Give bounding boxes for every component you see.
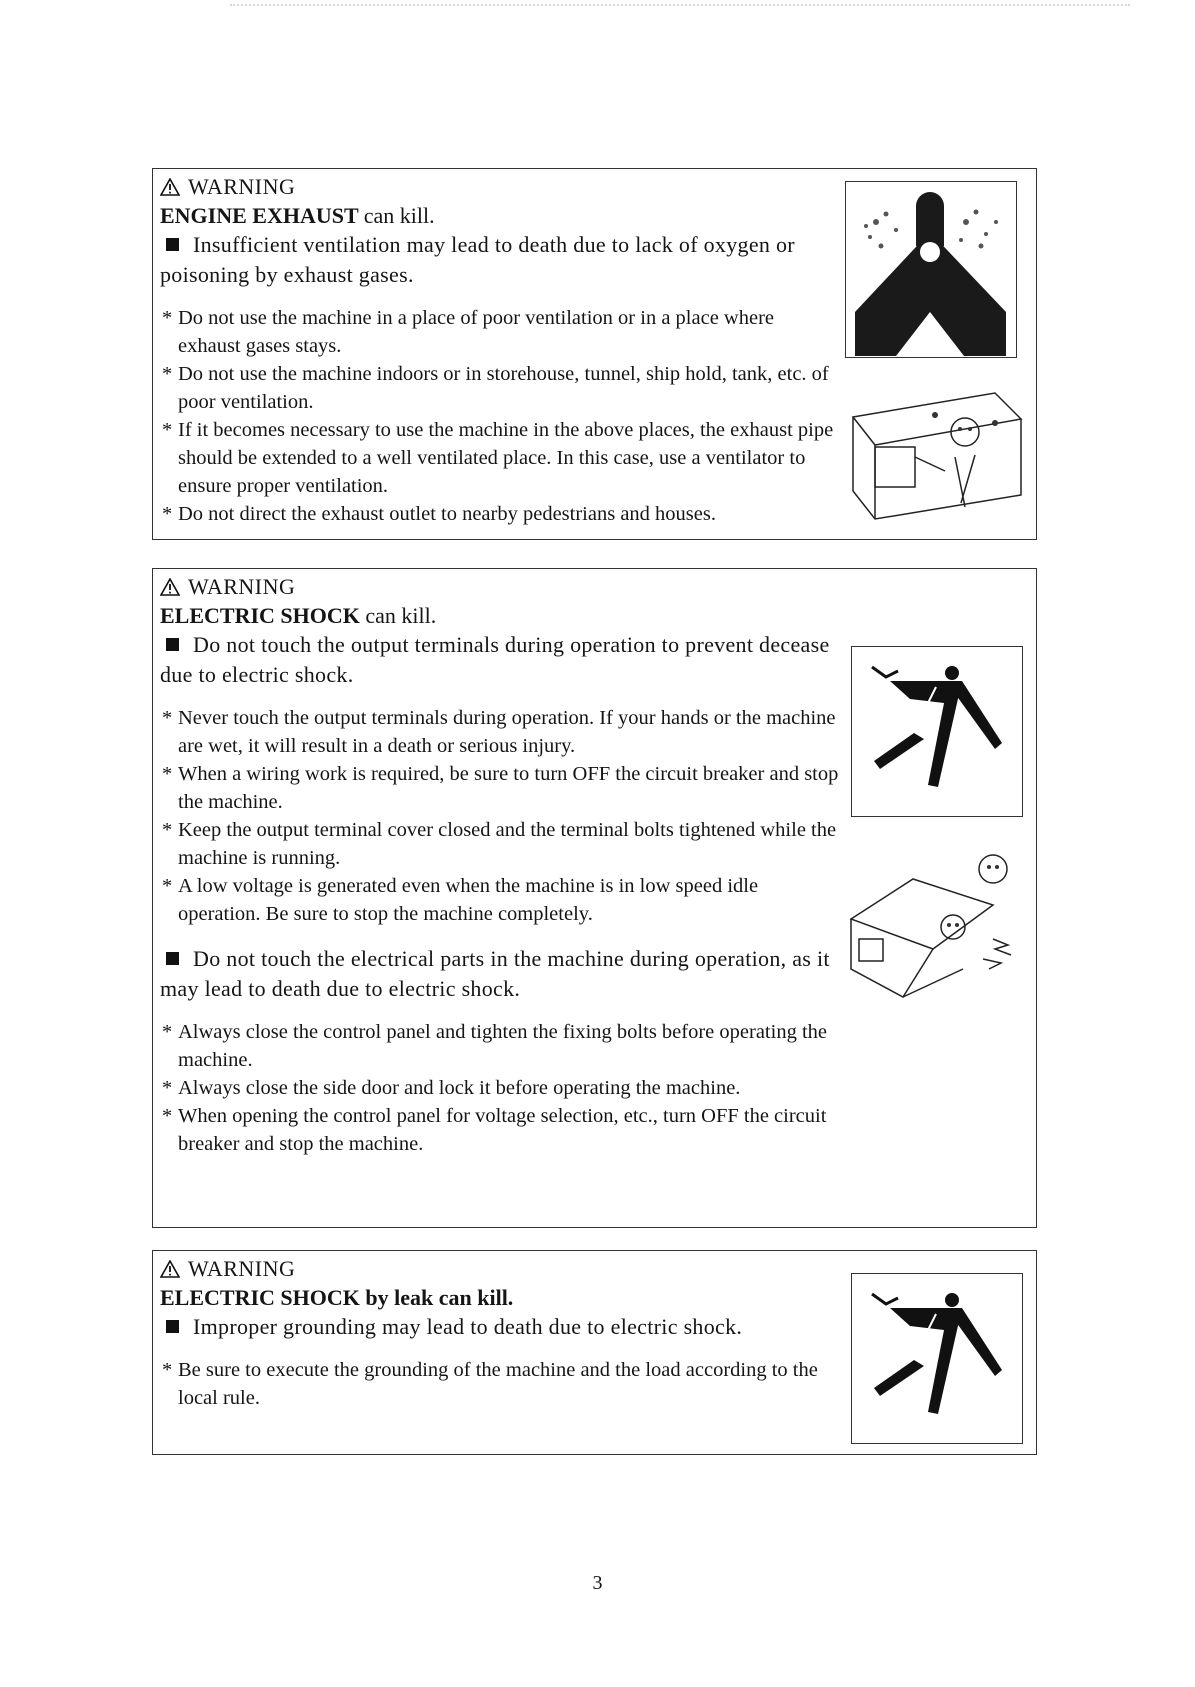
electric-shock-pictogram [851, 646, 1023, 817]
warning-triangle-icon [160, 178, 180, 196]
generator-shock-illustration [843, 849, 1028, 999]
warning-triangle-icon [160, 578, 180, 596]
warning-label: WARNING [188, 574, 296, 599]
warning-heading [160, 173, 840, 201]
list-item: * Do not use the machine in a place of poor ventilation or in a place where exhaust gases stays. [160, 304, 840, 360]
exhaust-hazard-pictogram [845, 181, 1017, 358]
list-item: * Always close the side door and lock it before operating the machine. [160, 1074, 840, 1102]
grounding-warning-text [160, 1255, 840, 1412]
list-item: * Be sure to execute the grounding of the machine and the load according to the local rule. [160, 1356, 840, 1412]
warning-label: WARNING [188, 174, 296, 199]
hazard-lead: Insufficient ventilation may lead to death due to lack of oxygen or poisoning by exhaust gases. [160, 232, 795, 287]
exhaust-warning-box [152, 168, 1037, 540]
electric-shock-icon [852, 1274, 1021, 1442]
precaution-list [160, 704, 840, 928]
enclosed-room-exhaust-icon [845, 387, 1025, 527]
hazard-lead: Do not touch the output terminals during operation to prevent decease due to electric shock. [160, 632, 830, 687]
list-item: * Do not use the machine indoors or in storehouse, tunnel, ship hold, tank, etc. of poor ventilation. [160, 360, 840, 416]
electric-shock-warning-box [152, 568, 1037, 1228]
bullet-square-icon [166, 952, 179, 965]
precaution-list [160, 1356, 840, 1412]
electric-shock-icon [852, 647, 1021, 815]
exhaust-gas-hazard-icon [846, 182, 1015, 356]
generator-shock-icon [843, 849, 1028, 999]
hazard-title: ELECTRIC SHOCK by leak can kill. [160, 1285, 514, 1310]
bullet-square-icon [166, 1320, 179, 1333]
bullet-square-icon [166, 638, 179, 651]
electric-shock-warning-text [160, 573, 840, 1158]
warning-heading [160, 1255, 840, 1283]
warning-heading [160, 573, 840, 601]
grounding-warning-box [152, 1250, 1037, 1455]
hazard-lead-secondary: Do not touch the electrical parts in the machine during operation, as it may lead to death due to electric shock. [160, 946, 830, 1001]
list-item: * Always close the control panel and tighten the fixing bolts before operating the machine. [160, 1018, 840, 1074]
hazard-title: ENGINE EXHAUST can kill. [160, 203, 435, 228]
bullet-square-icon [166, 238, 179, 251]
warning-triangle-icon [160, 1260, 180, 1278]
list-item: * If it becomes necessary to use the machine in the above places, the exhaust pipe should be extended to a well ventilated place. In this case, use a ventilator to ensure proper ventilation. [160, 416, 840, 500]
electric-shock-pictogram [851, 1273, 1023, 1444]
warning-label: WARNING [188, 1256, 296, 1281]
precaution-list-secondary [160, 1018, 840, 1158]
list-item: * A low voltage is generated even when the machine is in low speed idle operation. Be sure to stop the machine completely. [160, 872, 840, 928]
list-item: * Do not direct the exhaust outlet to nearby pedestrians and houses. [160, 500, 840, 528]
scan-noise [230, 4, 1130, 12]
list-item: * When opening the control panel for voltage selection, etc., turn OFF the circuit breaker and stop the machine. [160, 1102, 840, 1158]
list-item: * Never touch the output terminals during operation. If your hands or the machine are wet, it will result in a death or serious injury. [160, 704, 840, 760]
hazard-lead: Improper grounding may lead to death due to electric shock. [160, 1312, 840, 1342]
exhaust-warning-text [160, 173, 840, 528]
list-item: * When a wiring work is required, be sure to turn OFF the circuit breaker and stop the machine. [160, 760, 840, 816]
hazard-title: ELECTRIC SHOCK can kill. [160, 603, 437, 628]
list-item: * Keep the output terminal cover closed and the terminal bolts tightened while the machine is running. [160, 816, 840, 872]
exhaust-room-illustration [845, 387, 1025, 527]
precaution-list [160, 304, 840, 528]
page-number: 3 [592, 1572, 603, 1594]
